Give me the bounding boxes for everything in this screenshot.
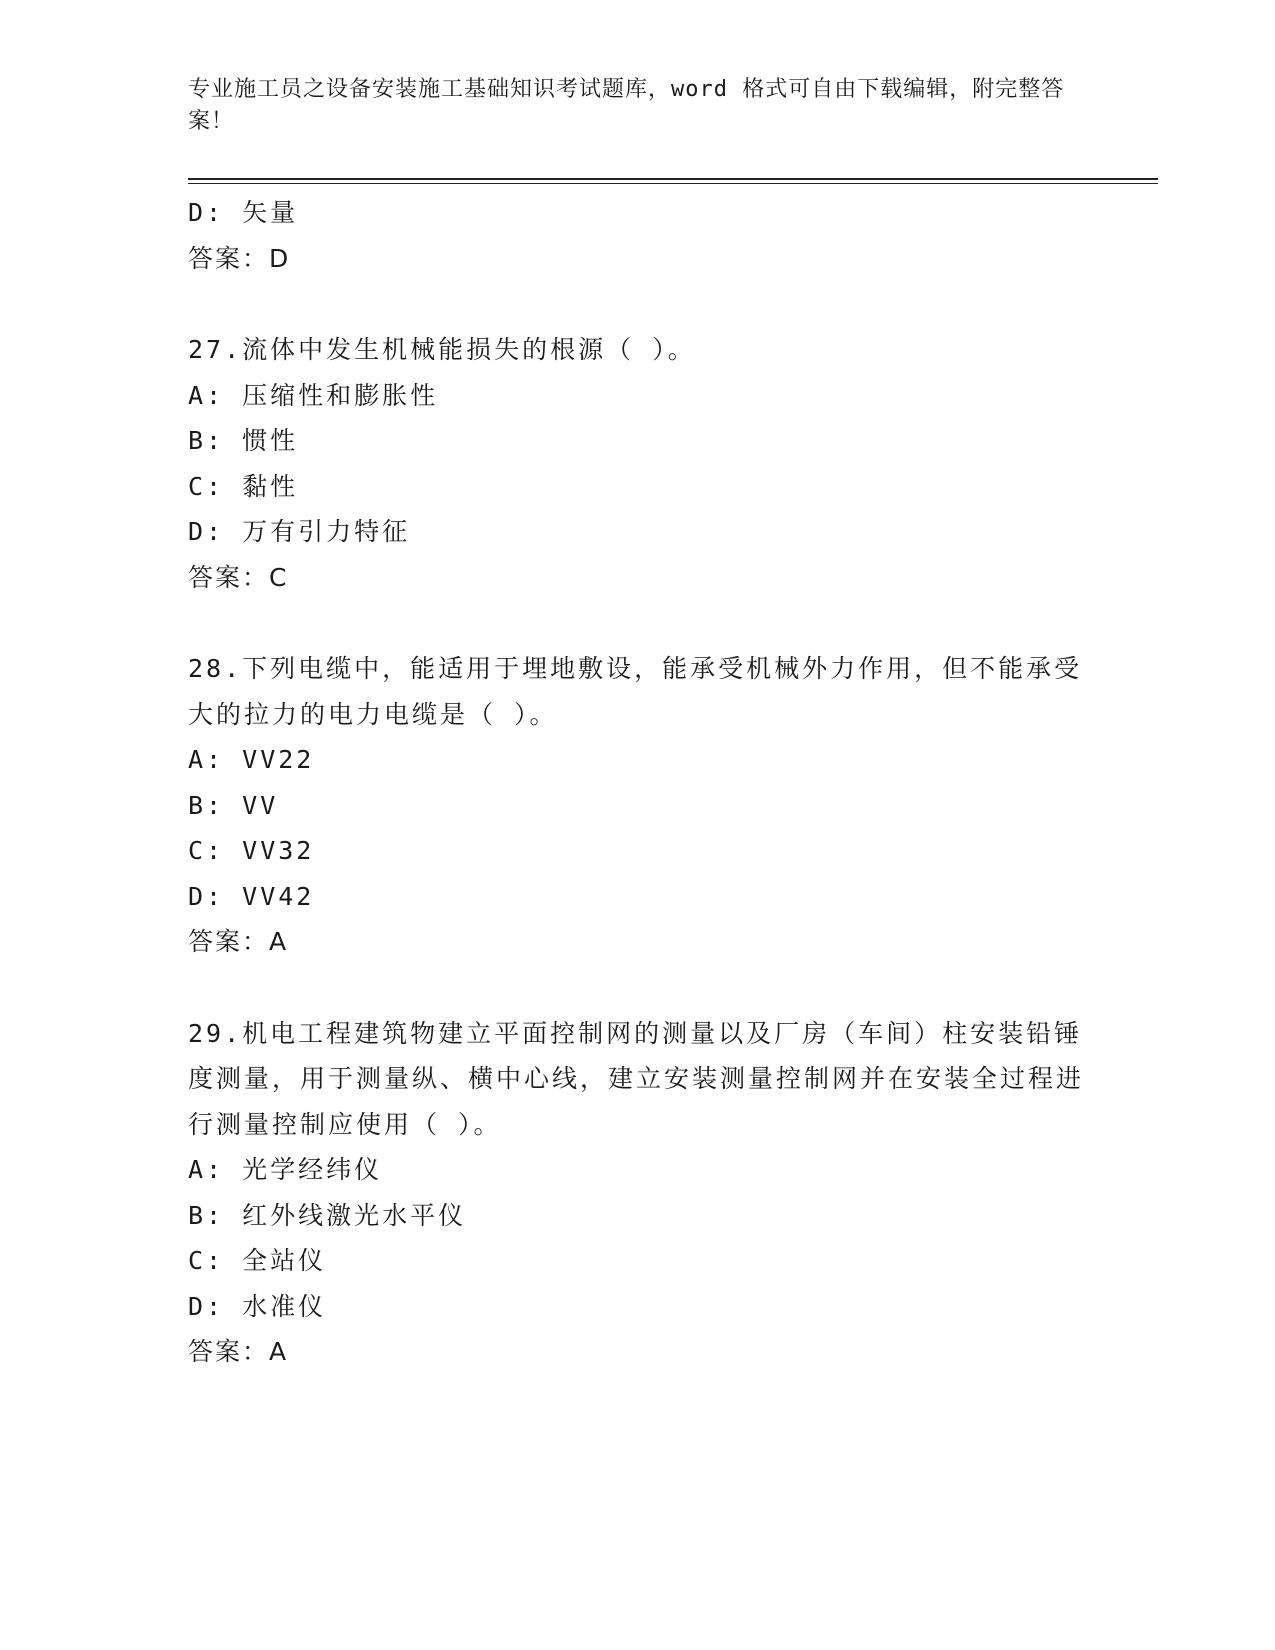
- question-29: [188, 1011, 1088, 1375]
- option-a: A: VV22: [188, 745, 315, 774]
- question-stem: 27.流体中发生机械能损失的根源（ ）。: [188, 335, 696, 364]
- option-b: B: VV: [188, 790, 279, 820]
- header-title: 专业施工员之设备安装施工基础知识考试题库，word 格式可自由下载编辑，附完整答案！: [188, 77, 1065, 134]
- option-c: C: 黏性: [188, 471, 299, 501]
- spacer: [188, 281, 1088, 327]
- answer: 答案：D: [188, 243, 291, 273]
- option-b: B: 惯性: [188, 426, 299, 455]
- document-header: [188, 74, 1088, 138]
- answer: 答案：A: [188, 927, 289, 956]
- option-d: D: 万有引力特征: [188, 517, 411, 546]
- option-b: B: 红外线激光水平仪: [188, 1200, 467, 1230]
- spacer: [188, 600, 1088, 646]
- question-stem: 28.下列电缆中，能适用于埋地敷设，能承受机械外力作用，但不能承受大的拉力的电力电缆是（ ）。: [188, 654, 1083, 729]
- option-c: C: VV32: [188, 836, 315, 865]
- question-stem: 29.机电工程建筑物建立平面控制网的测量以及厂房（车间）柱安装铅锤度测量，用于测量纵、横中心线，建立安装测量控制网并在安装全过程进行测量控制应使用（ ）。: [188, 1018, 1085, 1139]
- header-divider-thick: [188, 178, 1158, 180]
- question-list: [188, 190, 1088, 1375]
- question-28: [188, 646, 1088, 965]
- option-d: D: 矢量: [188, 198, 299, 227]
- option-d: D: VV42: [188, 881, 315, 911]
- header-divider-thin: [188, 183, 1158, 184]
- option-a: A: 压缩性和膨胀性: [188, 380, 439, 410]
- answer: 答案：C: [188, 562, 289, 592]
- answer: 答案：A: [188, 1337, 289, 1366]
- option-a: A: 光学经纬仪: [188, 1155, 383, 1184]
- spacer: [188, 965, 1088, 1011]
- option-c: C: 全站仪: [188, 1246, 327, 1275]
- option-d: D: 水准仪: [188, 1291, 327, 1321]
- continued-question: [188, 190, 1088, 281]
- question-27: [188, 327, 1088, 600]
